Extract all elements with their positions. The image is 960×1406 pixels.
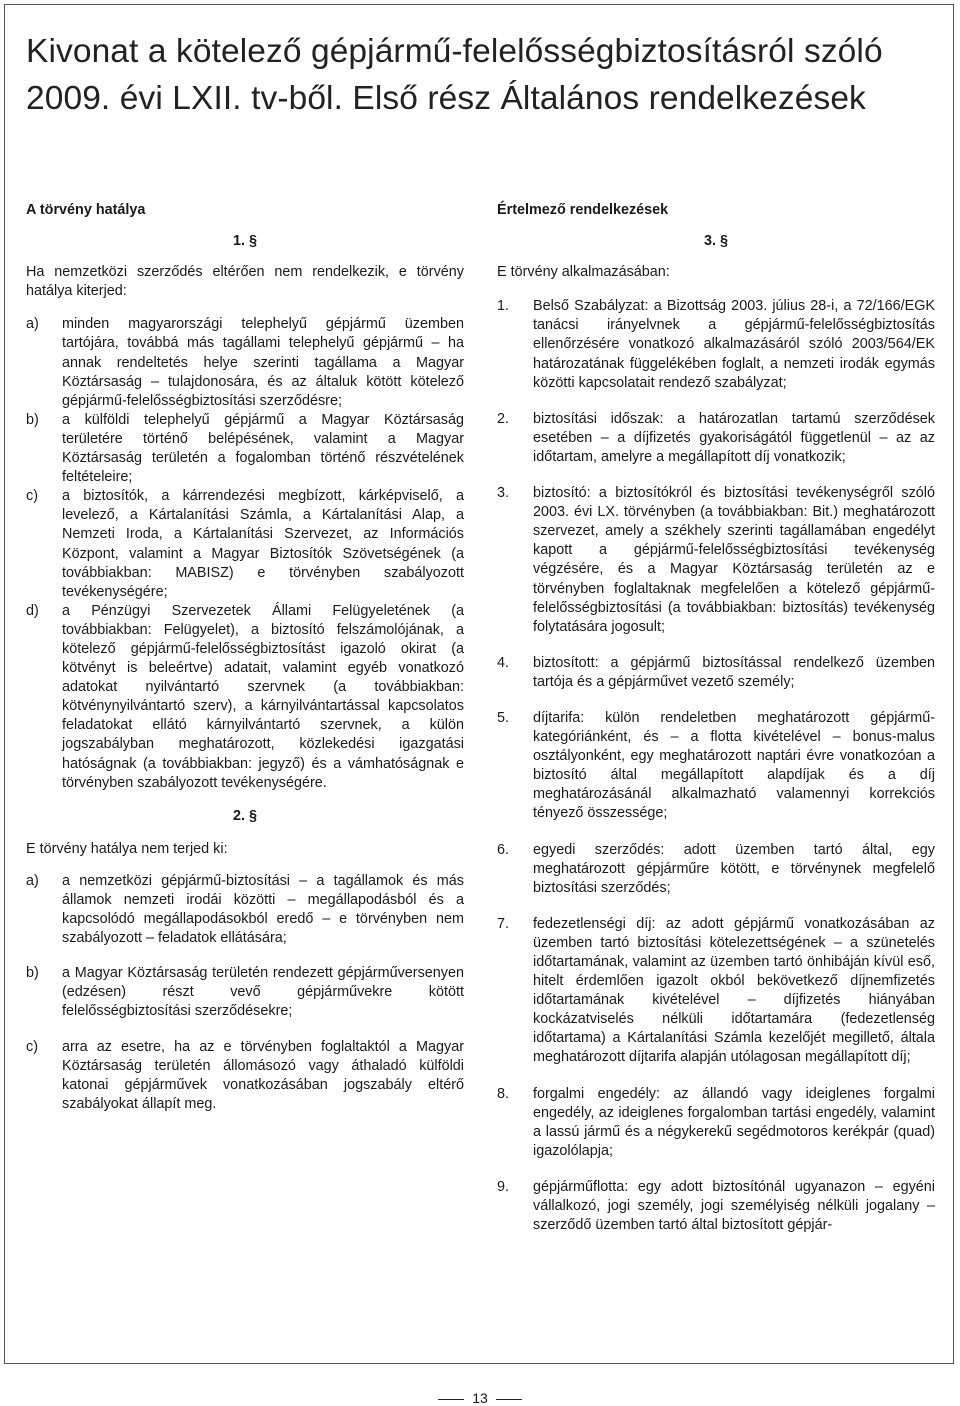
list-item-label: c) (26, 488, 38, 505)
list-item (497, 709, 935, 824)
list-item-label: a) (26, 872, 39, 889)
list-item (26, 1038, 464, 1114)
list-item (26, 487, 464, 602)
definitions-list (497, 297, 935, 1235)
right-column (497, 201, 935, 1235)
section-number-1: 1. § (232, 233, 257, 250)
page-number: 13 (472, 1390, 488, 1406)
list-item (26, 602, 464, 793)
list-item-text: fedezetlenségi díj: az adott gépjármű vonatkozásában az üzemben tartó biztosítási kötelezettségének – a szünetelés időtartamának, valamint az üzemben tartó önhibáján kívül eső, hitelt érdemlően igazolt okból bekövetkező díjnemfizetés időtartamának kivételével – díjfizetés hiányában kockázatviselés nélküli időtartamára (fedezetlenség időtartama) a Kártalanítási Számla kezelőjét megillető, általa meghatározott díjtarifa alapján utólagosan megállapított díj; (533, 915, 935, 1066)
list-item-label: 4. (497, 654, 510, 671)
list-item-text: forgalmi engedély: az állandó vagy ideiglenes forgalmi engedély, az ideiglenes forgalomban tartási engedély, valamint a lassú jármű és a négykerekű segédmotoros kerékpár (quad) igazolólapja; (533, 1085, 935, 1159)
list-item-label: 3. (497, 485, 510, 502)
list-item (26, 411, 464, 487)
list-item (497, 654, 935, 692)
exclusion-list (26, 872, 464, 1114)
list-item-text: biztosító: a biztosítókról és biztosítási tevékenységről szóló 2003. évi LX. törvényben (a továbbiakban: Bit.) meghatározott szervezet, amely a székhely szerinti tagállamában engedélyt kapott a gépjármű-felelősségbiztosítási tevékenység végzésére, és a Magyar Köztársaság területén az e törvényben foglaltaknak megfelelően a kötelező gépjármű-felelősségbiztosítási (a továbbiakban: biztosítás) tevékenység folytatására jogosult; (533, 485, 935, 635)
page-title-line-1: Kivonat a kötelező gépjármű-felelősségbiztosításról szóló (26, 33, 883, 70)
list-item-text: a biztosítók, a kárrendezési megbízott, kárképviselő, a levelező, a Kártalanítási Számla, a Kártalanítási Alap, a Nemzeti Iroda, a Kártalanítási Szervezet, az Információs Központ, valamint a Magyar Biztosítók Szövetségének (a továbbiakban: MABISZ) e törvényben szabályozott tevékenységére; (62, 488, 464, 600)
list-item-label: c) (26, 1038, 38, 1055)
page-title (26, 28, 906, 122)
scope-intro: Ha nemzetközi szerződés eltérően nem rendelkezik, e törvény hatálya kiterjed: (26, 264, 464, 300)
list-item-label: 8. (497, 1085, 510, 1102)
section-number-3: 3. § (703, 233, 728, 250)
list-item-label: b) (26, 411, 39, 428)
list-item (26, 315, 464, 410)
section-number-2: 2. § (232, 807, 257, 824)
footer-dash-left (438, 1399, 464, 1400)
list-item-label: 1. (497, 298, 510, 315)
section-heading-scope: A törvény hatálya (26, 202, 146, 218)
section-heading-definitions: Értelmező rendelkezések (497, 202, 669, 218)
list-item (497, 297, 935, 392)
left-column (26, 201, 464, 1114)
exclusion-intro: E törvény hatálya nem terjed ki: (26, 840, 228, 857)
page-footer (0, 1390, 960, 1406)
list-item-text: biztosítási időszak: a határozatlan tartamú szerződések esetében – a díjfizetés gyakoriságától függetlenül – az az időtartam, amelyre a megállapított díj vonatkozik; (533, 410, 935, 465)
list-item-label: 7. (497, 915, 510, 932)
list-item-label: 5. (497, 709, 510, 726)
list-item-label: d) (26, 602, 39, 619)
list-item (497, 484, 935, 637)
footer-dash-right (496, 1399, 522, 1400)
list-item-label: 9. (497, 1178, 510, 1195)
list-item-text: arra az esetre, ha az e törvényben foglaltaktól a Magyar Köztársaság területén állomásozó vagy áthaladó külföldi katonai gépjárművek vonatkozásában jogszabály eltérő szabályokat állapít meg. (62, 1038, 464, 1112)
list-item-text: minden magyarországi telephelyű gépjármű üzemben tartójára, továbbá más tagállami telephelyű gépjármű – ha annak rendeltetés helye szerinti tagállama a Magyar Köztársaság – tulajdonosára, és az általuk kötött kötelező gépjármű-felelősségbiztosítási szerződésre; (62, 316, 464, 409)
list-item (26, 872, 464, 948)
list-item-text: a Pénzügyi Szervezetek Állami Felügyeletének (a továbbiakban: Felügyelet), a biztosító felszámolójának, a kötelező gépjármű-felelősségbiztosítást igazoló okirat (a kötvényt is beleértve) adatait, valamint egyéb vonatkozó adatokat nyilvántartó szervnek (a továbbiakban: kötvénynyilvántartó szerv), a kárnyilvántartással kapcsolatos feladatokat ellátó kárnyilvántartó szervnek, a külön jogszabályban meghatározott, közlekedési igazgatási hatóságnak (a továbbiakban: jegyző) és a vámhatóságnak e törvényben szabályozott tevékenységére. (62, 602, 464, 791)
scope-list (26, 315, 464, 792)
list-item-label: b) (26, 965, 39, 982)
list-item (497, 410, 935, 467)
list-item-text: a külföldi telephelyű gépjármű a Magyar Köztársaság területére történő belépésének, valamint a Magyar Köztársaság területén a fogalomban történő részvételének feltételeire; (62, 411, 464, 486)
list-item (497, 1085, 935, 1161)
list-item (497, 915, 935, 1068)
list-item-text: biztosított: a gépjármű biztosítással rendelkező üzemben tartója és a gépjárművet vezető személy; (533, 654, 935, 690)
list-item-text: a Magyar Köztársaság területén rendezett gépjárműversenyen (edzésen) részt vevő gépjárművekre kötött felelősségbiztosítási szerződésekre; (62, 965, 464, 1020)
list-item (26, 964, 464, 1021)
list-item-text: gépjárműflotta: egy adott biztosítónál ugyanazon – egyéni vállalkozó, jogi személy, jogi személyiség nélküli jogalany – szerződő üzemben tartó által biztosított gépjár- (533, 1178, 935, 1234)
page-title-line-2: 2009. évi LXII. tv-ből. Első rész Általános rendelkezések (26, 80, 866, 117)
list-item-text: Belső Szabályzat: a Bizottság 2003. július 28-i, a 72/166/EGK tanácsi irányelvnek a gépjármű-felelősségbiztosítás ellenőrzésére vonatkozó alkalmazásáról szóló 2003/564/EK határozatának függelékében foglalt, a nemzeti irodák egymás közötti kapcsolatait rendező szabályzat; (533, 298, 935, 391)
list-item-label: a) (26, 316, 39, 333)
list-item-label: 2. (497, 410, 510, 427)
list-item (497, 841, 935, 898)
list-item-text: a nemzetközi gépjármű-biztosítási – a tagállamok és más államok nemzeti irodái közötti – megállapodásból és a kapcsolódó megállapodásokból eredő – e törvényben nem szabályozott – feladatok ellátására; (62, 872, 464, 947)
list-item-text: díjtarifa: külön rendeletben meghatározott gépjármű-kategóriánként, és – a flotta kivételével – bonus-malus osztályonként, egy meghatározott naptári évre vonatkozóan a biztosító által megállapított alapdíjak és a díj meghatározásánál alkalmazható valamennyi korrekciós tényező összessége; (533, 709, 935, 822)
list-item-label: 6. (497, 841, 510, 858)
definitions-intro: E törvény alkalmazásában: (497, 264, 670, 281)
list-item-text: egyedi szerződés: adott üzemben tartó által, egy meghatározott gépjárműre kötött, e törvénynek megfelelő biztosítási szerződés; (533, 841, 935, 896)
list-item (497, 1178, 935, 1235)
